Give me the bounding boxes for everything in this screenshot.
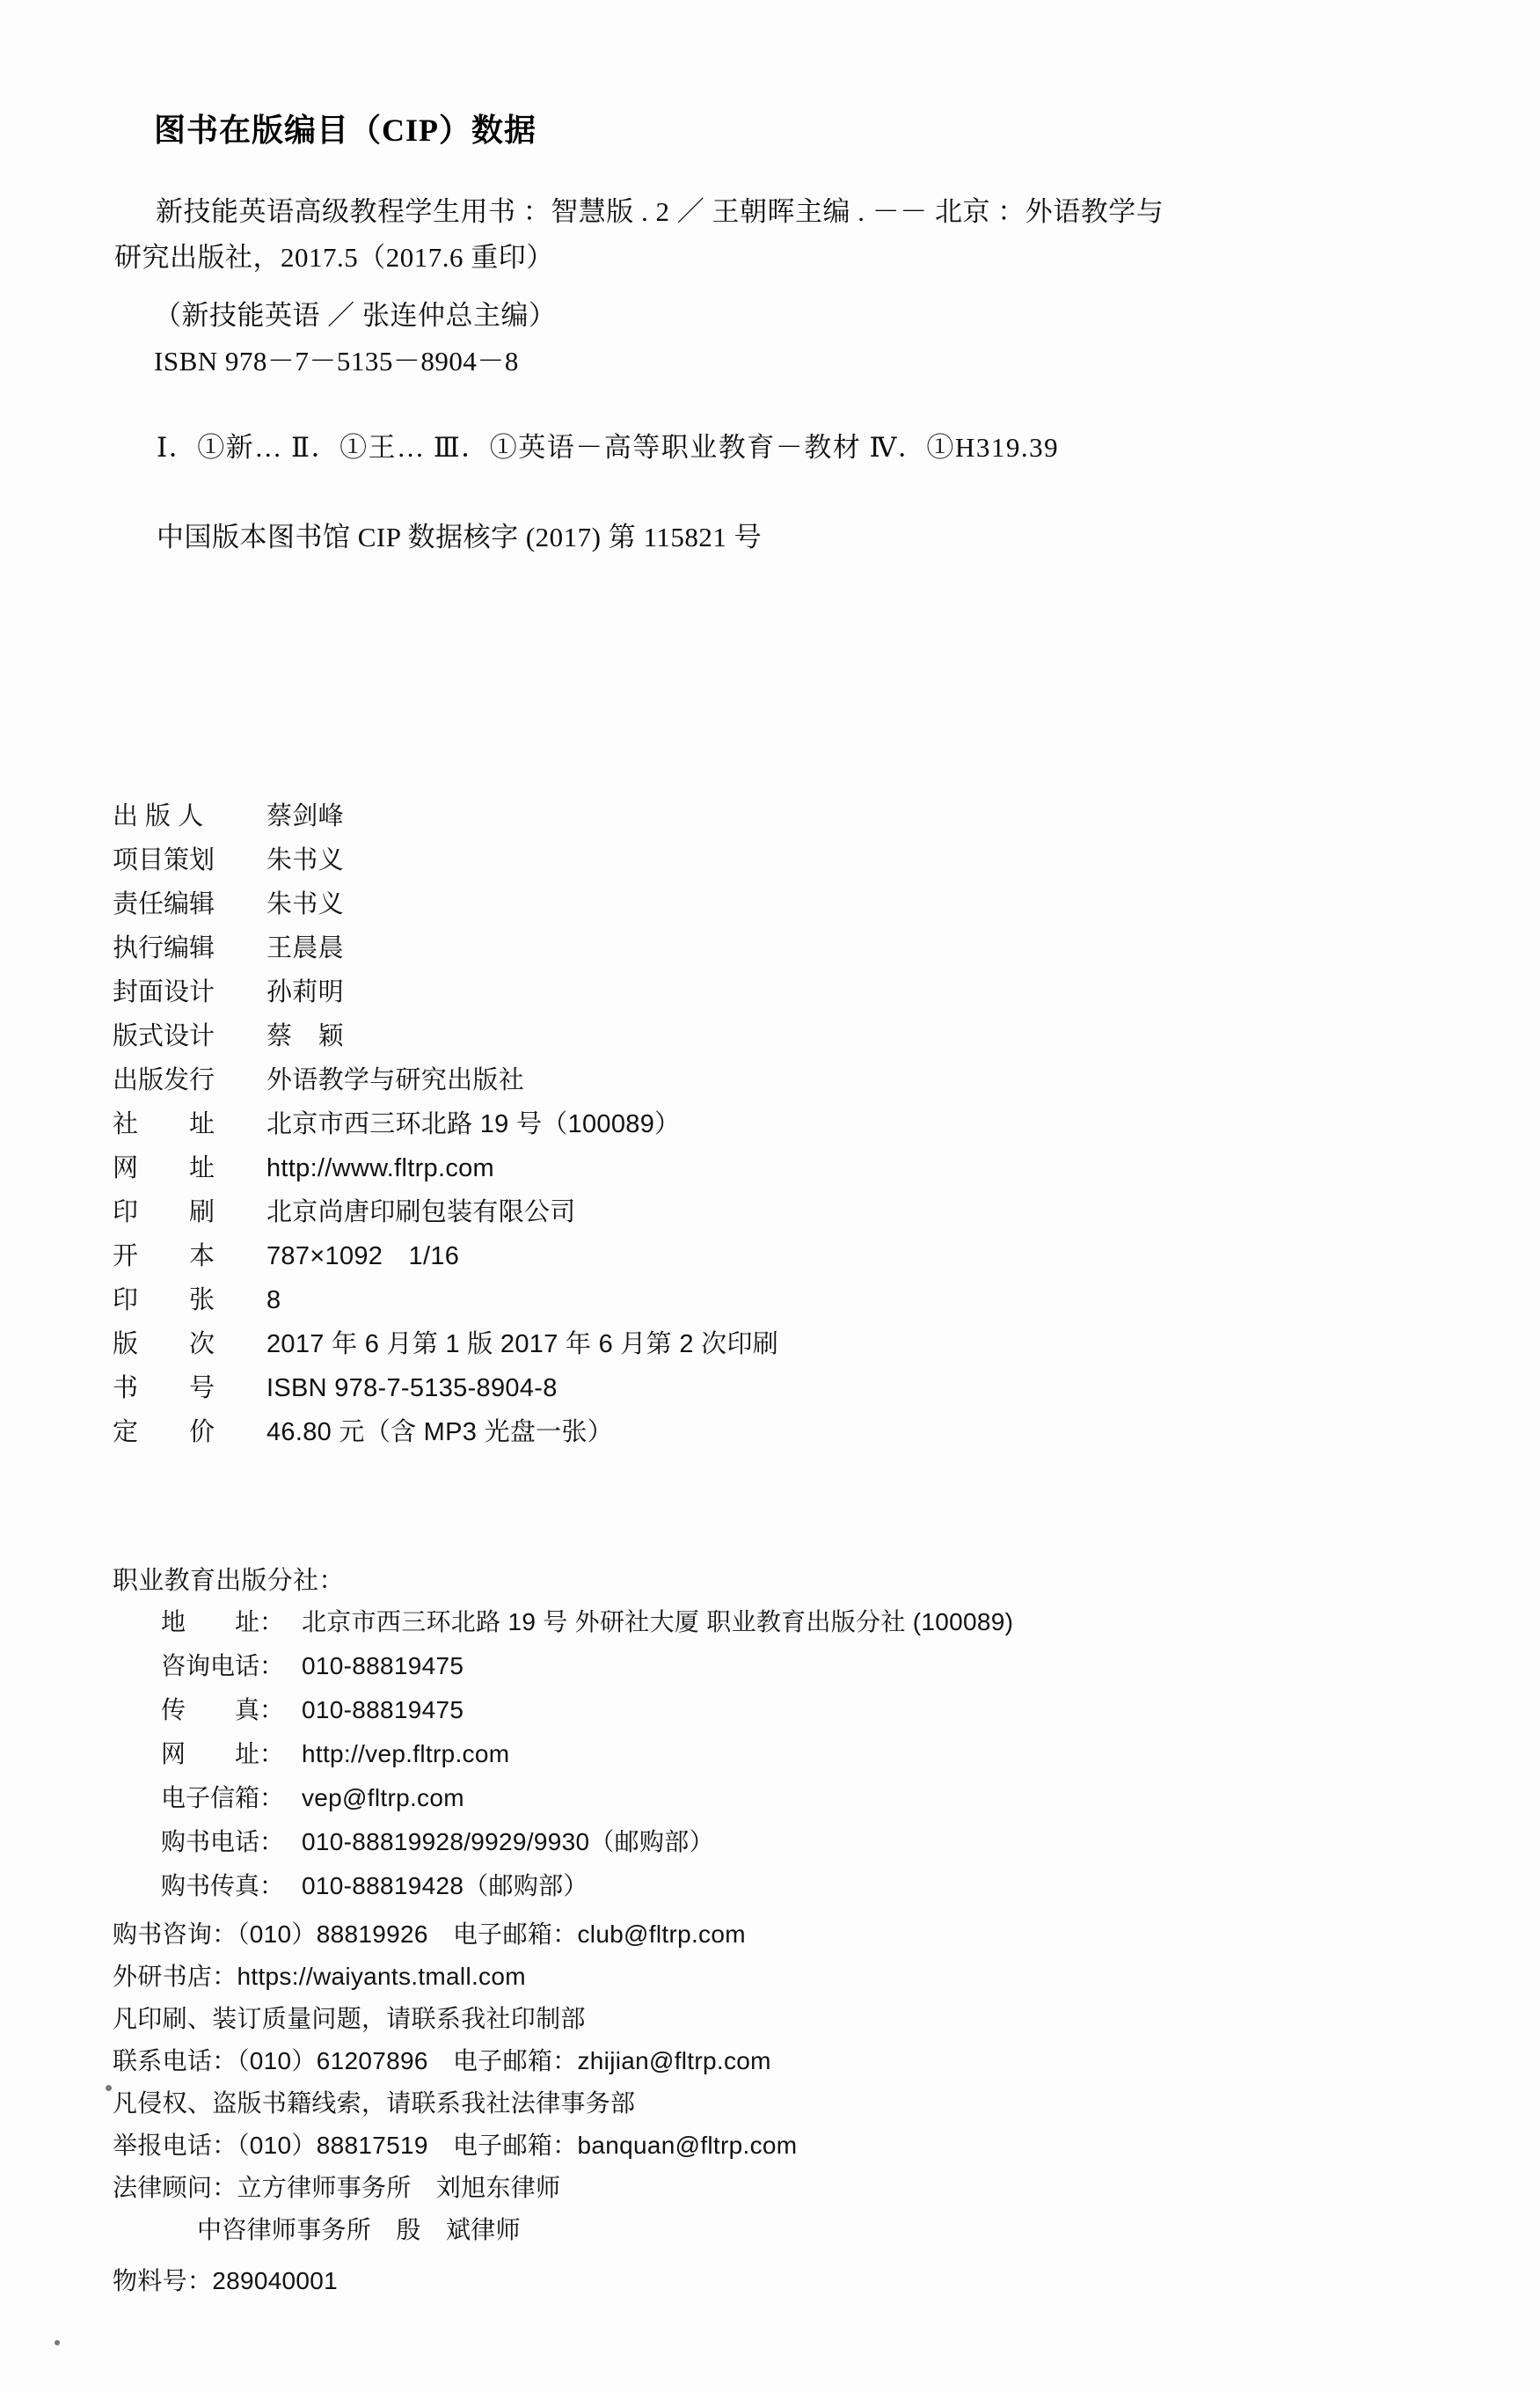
cip-record-number: 中国版本图书馆 CIP 数据核字 (2017) 第 115821 号 <box>157 522 763 552</box>
cip-heading: 图书在版编目（CIP）数据 <box>154 113 536 148</box>
imprint-value: 朱书义 <box>266 846 344 874</box>
imprint-row <box>113 1060 1388 1104</box>
cip-classification: Ⅰ．①新… Ⅱ．①王… Ⅲ．①英语－高等职业教育－教材 Ⅳ．①H319.39 <box>157 432 1060 463</box>
imprint-label: 开 本 <box>113 1242 215 1270</box>
imprint-value: 孙莉明 <box>266 978 344 1006</box>
imprint-value: 北京尚唐印刷包装有限公司 <box>266 1198 576 1226</box>
branch-label: 网 址： <box>161 1740 285 1767</box>
footer-contact-line: 联系电话：（010）61207896 电子邮箱：zhijian@fltrp.com <box>113 2047 771 2074</box>
imprint-row <box>113 1104 1388 1148</box>
footer-lawyer-line-2: 中咨律师事务所 殷 斌律师 <box>197 2216 521 2243</box>
footer-store-line[interactable]: 外研书店：https://waiyants.tmall.com <box>113 1963 526 1990</box>
imprint-row <box>113 1236 1388 1280</box>
imprint-label: 书 号 <box>113 1374 215 1402</box>
imprint-value: 北京市西三环北路 19 号（100089） <box>266 1110 681 1138</box>
imprint-value: 朱书义 <box>266 890 344 918</box>
imprint-row <box>113 1324 1388 1368</box>
imprint-label: 版 次 <box>113 1330 215 1358</box>
branch-heading: 职业教育出版分社： <box>113 1567 345 1595</box>
imprint-row <box>113 1148 1388 1192</box>
imprint-value: 蔡 颖 <box>266 1022 344 1050</box>
imprint-label: 执行编辑 <box>113 934 215 962</box>
imprint-label: 网 址 <box>113 1154 215 1182</box>
spacer <box>114 281 1434 293</box>
branch-row <box>161 1867 1432 1911</box>
branch-label: 地 址： <box>161 1608 285 1635</box>
cip-block <box>114 106 1434 560</box>
cip-series: （新技能英语 ／ 张连仲总主编） <box>154 300 557 331</box>
imprint-value-isbn: ISBN 978-7-5135-8904-8 <box>266 1374 558 1402</box>
branch-label: 购书传真： <box>161 1872 285 1899</box>
branch-value-address: 北京市西三环北路 19 号 外研社大厦 职业教育出版分社 (100089) <box>302 1608 1014 1635</box>
branch-label: 传 真： <box>161 1696 285 1723</box>
branch-value-fax: 010-88819475 <box>302 1696 464 1723</box>
cip-entry-line-1: 新技能英语高级教程学生用书 ：智慧版 . 2 ／ 王朝晖主编 . －－ 北京 ：外语教学与 <box>156 196 1164 227</box>
branch-value-website[interactable]: http://vep.fltrp.com <box>302 1740 510 1767</box>
imprint-label: 版式设计 <box>113 1022 215 1050</box>
imprint-label: 项目策划 <box>113 846 215 874</box>
imprint-label: 定 价 <box>113 1418 215 1446</box>
branch-row <box>161 1647 1432 1691</box>
branch-value-order-fax: 010-88819428（邮购部） <box>302 1872 588 1899</box>
branch-row <box>161 1779 1432 1823</box>
branch-label: 咨询电话： <box>161 1652 285 1679</box>
imprint-row <box>113 1280 1388 1324</box>
branch-value-email[interactable]: vep@fltrp.com <box>302 1784 464 1811</box>
branch-value-order-phone[interactable]: 010-88819928/9929/9930（邮购部） <box>302 1828 714 1855</box>
imprint-row <box>113 928 1388 972</box>
imprint-label: 社 址 <box>113 1110 215 1138</box>
imprint-value-website[interactable]: http://www.fltrp.com <box>266 1154 495 1182</box>
imprint-value: 8 <box>266 1286 281 1314</box>
footer-lawyer-line-1: 法律顾问：立方律师事务所 刘旭东律师 <box>113 2174 561 2201</box>
footer-quality-line: 凡印刷、装订质量问题，请联系我社印制部 <box>113 2005 586 2032</box>
footer-material-number: 物料号：289040001 <box>113 2267 339 2294</box>
branch-value-phone[interactable]: 010-88819475 <box>302 1652 464 1679</box>
branch-row <box>161 1823 1432 1867</box>
imprint-label: 印 刷 <box>113 1198 215 1226</box>
imprint-label: 责任编辑 <box>113 890 215 918</box>
imprint-row <box>113 1412 1388 1456</box>
vocational-branch-block <box>113 1559 1432 1911</box>
imprint-value: 王晨晨 <box>266 934 344 962</box>
imprint-value: 蔡剑峰 <box>266 802 344 830</box>
spacer <box>114 384 1434 425</box>
imprint-row <box>113 1192 1388 1236</box>
imprint-row <box>113 884 1388 928</box>
imprint-value: 2017 年 6 月第 1 版 2017 年 6 月第 2 次印刷 <box>266 1330 779 1358</box>
cip-isbn: ISBN 978－7－5135－8904－8 <box>154 346 519 377</box>
branch-row <box>161 1603 1432 1647</box>
branch-label: 电子信箱： <box>161 1784 285 1811</box>
branch-label: 购书电话： <box>161 1828 285 1855</box>
imprint-row <box>113 1016 1388 1060</box>
imprint-label: 出版发行 <box>113 1066 215 1094</box>
imprint-label: 印 张 <box>113 1286 215 1314</box>
imprint-value: 外语教学与研究出版社 <box>266 1066 525 1094</box>
scan-speck <box>106 2085 112 2091</box>
imprint-value: 787×1092 1/16 <box>266 1242 460 1270</box>
imprint-row <box>113 972 1388 1016</box>
scan-speck <box>55 2340 60 2345</box>
branch-row <box>161 1691 1432 1735</box>
imprint-block <box>113 796 1388 1456</box>
cip-entry-line-2: 研究出版社，2017.5（2017.6 重印） <box>114 242 554 273</box>
imprint-label: 出 版 人 <box>113 802 204 830</box>
footer-purchase-line: 购书咨询：（010）88819926 电子邮箱：club@fltrp.com <box>113 1920 746 1948</box>
footer-block <box>113 1913 1432 2302</box>
footer-report-line: 举报电话：（010）88817519 电子邮箱：banquan@fltrp.com <box>113 2132 798 2159</box>
imprint-row <box>113 796 1388 840</box>
spacer <box>114 471 1434 515</box>
footer-piracy-line: 凡侵权、盗版书籍线索，请联系我社法律事务部 <box>113 2089 636 2117</box>
imprint-label: 封面设计 <box>113 978 215 1006</box>
branch-row <box>161 1735 1432 1779</box>
imprint-row <box>113 840 1388 884</box>
imprint-row <box>113 1368 1388 1412</box>
imprint-value-price: 46.80 元（含 MP3 光盘一张） <box>266 1418 614 1446</box>
